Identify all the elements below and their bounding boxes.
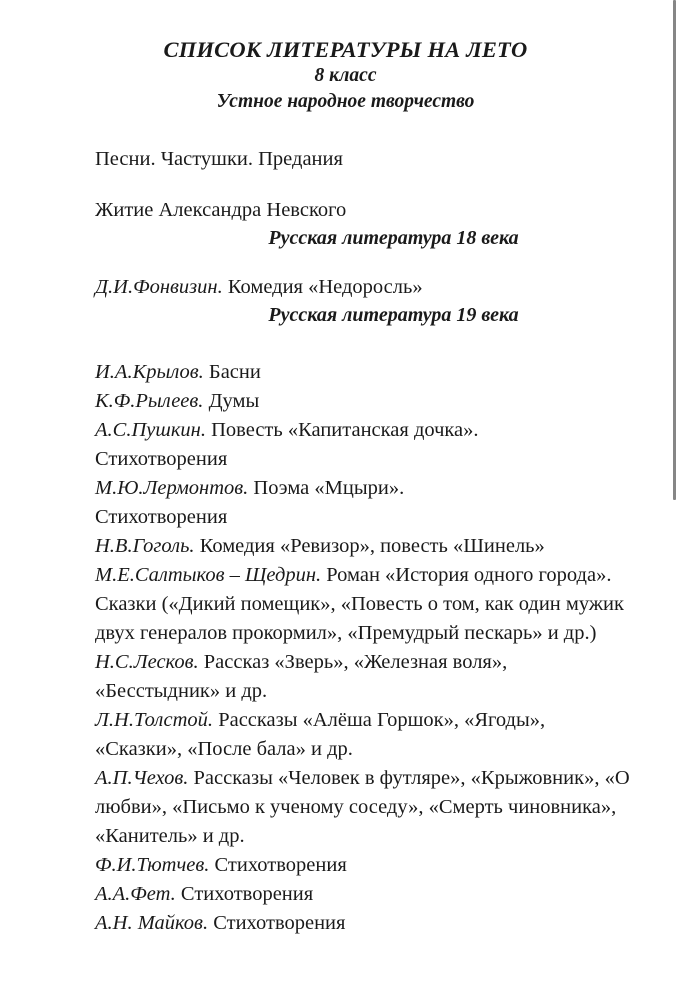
spacer: [95, 115, 636, 145]
list-item: [95, 273, 636, 302]
list-item: [95, 880, 636, 909]
list-item: [95, 706, 636, 764]
author-name: И.А.Крылов.: [95, 361, 204, 383]
section-heading-19th-century: Русская литература 19 века: [268, 304, 519, 326]
list-item: [95, 387, 636, 416]
work-title: Рассказы «Человек в футляре», «Крыжовник», «О любви», «Письмо к ученому соседу», «Смерть чиновника», «Канитель» и др.: [95, 767, 630, 847]
list-item-continuation: Стихотворения: [95, 506, 228, 528]
author-name: М.Ю.Лермонтов.: [95, 477, 249, 499]
author-name: А.Н. Майков.: [95, 912, 209, 934]
spacer: [95, 174, 636, 196]
author-name: Д.И.Фонвизин.: [95, 276, 223, 298]
work-title: Комедия «Ревизор», повесть «Шинель»: [194, 535, 545, 557]
list-item: [95, 764, 636, 851]
scrollbar-track[interactable]: [681, 0, 685, 1000]
document-subtitle: Устное народное творчество: [216, 91, 475, 112]
list-item: [95, 474, 636, 503]
list-item: [95, 909, 636, 938]
list-item: [95, 561, 636, 648]
page-title: СПИСОК ЛИТЕРАТУРЫ НА ЛЕТО: [163, 37, 528, 62]
author-name: А.П.Чехов.: [95, 767, 189, 789]
list-item: [95, 532, 636, 561]
list-item-continuation: Стихотворения: [95, 448, 228, 470]
author-name: Л.Н.Толстой.: [95, 709, 214, 731]
work-title: Басни: [203, 361, 261, 383]
list-item: [95, 358, 636, 387]
author-name: Н.С.Лесков.: [95, 651, 199, 673]
folklore-line-2: Житие Александра Невского: [95, 199, 347, 221]
author-name: А.С.Пушкин.: [95, 419, 206, 441]
work-title: Рассказы «Алёша Горшок», «Ягоды», «Сказки», «После бала» и др.: [95, 709, 546, 760]
folklore-line-1: Песни. Частушки. Предания: [95, 148, 343, 170]
work-title: Комедия «Недоросль»: [222, 276, 423, 298]
list-item: [95, 416, 636, 445]
author-name: Н.В.Гоголь.: [95, 535, 195, 557]
spacer: [95, 328, 636, 358]
work-title: Стихотворения: [209, 854, 347, 876]
work-title: Стихотворения: [208, 912, 346, 934]
spacer: [95, 251, 636, 273]
work-title: Стихотворения: [175, 883, 314, 905]
work-title: Поэма «Мцыри».: [248, 477, 405, 499]
author-name: К.Ф.Рылеев.: [95, 390, 204, 412]
scrollbar-thumb[interactable]: [673, 0, 676, 500]
list-item: [95, 648, 636, 706]
list-item: [95, 851, 636, 880]
work-title: Повесть «Капитанская дочка».: [205, 419, 479, 441]
work-title: Роман «История одного города». Сказки («Дикий помещик», «Повесть о том, как один мужик двух генералов прокормил», «Премудрый пескарь» и др.): [95, 564, 624, 644]
document-grade: 8 класс: [314, 65, 377, 86]
section-heading-18th-century: Русская литература 18 века: [268, 227, 519, 249]
work-title: Думы: [203, 390, 260, 412]
author-name: Ф.И.Тютчев.: [95, 854, 210, 876]
work-title: Рассказ «Зверь», «Железная воля», «Бесстыдник» и др.: [95, 651, 508, 702]
author-name: А.А.Фет.: [95, 883, 176, 905]
author-name: М.Е.Салтыков – Щедрин.: [95, 564, 322, 586]
